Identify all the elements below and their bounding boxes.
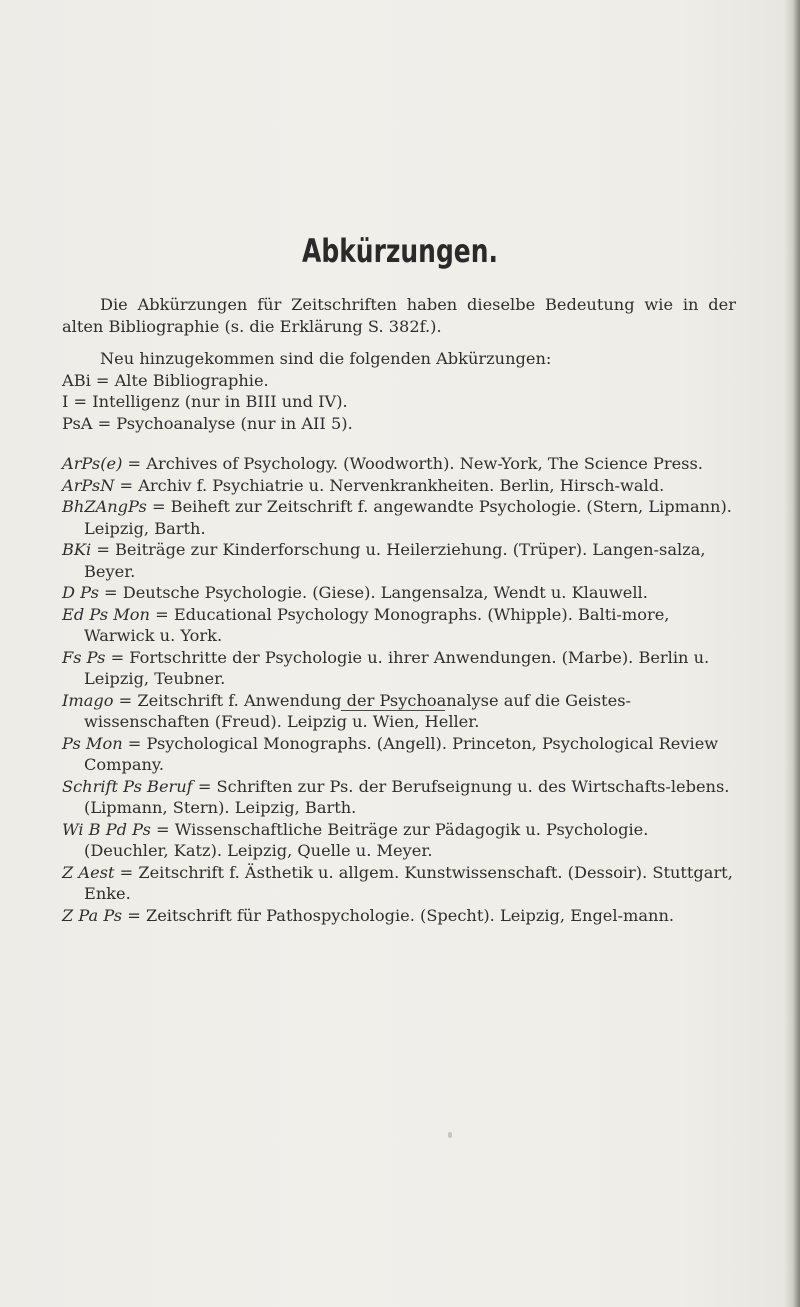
abbreviation: ArPsN bbox=[62, 475, 115, 495]
abbreviation: Wi B Pd Ps bbox=[62, 819, 151, 839]
list-item bbox=[62, 539, 736, 582]
abbreviation: Ps Mon bbox=[62, 733, 123, 753]
definition: = Zeitschrift f. Anwendung der Psychoanalyse auf die Geistes-wissenschaften (Freud). Leipzig u. Wien, Heller. bbox=[84, 690, 632, 731]
abbreviation: BKi bbox=[62, 540, 92, 559]
page-edge-shadow bbox=[784, 0, 800, 1307]
list-item bbox=[62, 905, 736, 927]
list-item bbox=[62, 862, 736, 905]
abbreviation: Z Pa Ps bbox=[62, 905, 123, 925]
list-item bbox=[62, 496, 736, 539]
abbreviation: BhZAngPs bbox=[62, 497, 147, 516]
paper-speck bbox=[448, 1132, 452, 1138]
definition: = Deutsche Psychologie. (Giese). Langensalza, Wendt u. Klauwell. bbox=[98, 583, 648, 602]
definition: = Wissenschaftliche Beiträge zur Pädagogik u. Psychologie. (Deuchler, Katz). Leipzig, Quelle u. Meyer. bbox=[84, 819, 649, 860]
abbreviation: Z Aest bbox=[62, 862, 115, 882]
intro-new-abbreviations: Neu hinzugekommen sind die folgenden Abkürzungen: bbox=[100, 349, 552, 368]
abbreviation: Imago bbox=[62, 690, 114, 710]
list-item bbox=[62, 604, 736, 647]
definition: = Zeitschrift f. Ästhetik u. allgem. Kunstwissenschaft. (Dessoir). Stuttgart, Enke. bbox=[84, 862, 733, 903]
definition: = Beiträge zur Kinderforschung u. Heilerziehung. (Trüper). Langen-salza, Beyer. bbox=[84, 540, 706, 581]
definition: = Archiv f. Psychiatrie u. Nervenkrankheiten. Berlin, Hirsch-wald. bbox=[114, 475, 665, 495]
list-item bbox=[62, 453, 736, 475]
page-title: Abkürzungen. bbox=[302, 232, 498, 270]
intro-paragraph: Die Abkürzungen für Zeitschriften haben dieselbe Bedeutung wie in der alten Bibliographie (s. die Erklärung S. 382f.). bbox=[62, 295, 736, 336]
abbreviations-text bbox=[62, 294, 736, 926]
definition: = Psychological Monographs. (Angell). Princeton, Psychological Review Company. bbox=[84, 733, 719, 774]
list-item bbox=[62, 647, 736, 690]
journal-abbreviation-list bbox=[62, 453, 736, 926]
definition: = Fortschritte der Psychologie u. ihrer Anwendungen. (Marbe). Berlin u. Leipzig, Teubner. bbox=[84, 647, 710, 688]
definition: = Schriften zur Ps. der Berufseignung u. des Wirtschafts-lebens. (Lipmann, Stern). Leipzig, Barth. bbox=[84, 776, 730, 817]
intro-line-intelligenz: I = Intelligenz (nur in BIII und IV). bbox=[62, 392, 348, 411]
abbreviation: Fs Ps bbox=[62, 647, 106, 667]
intro-line-psa: PsA = Psychoanalyse (nur in AII 5). bbox=[62, 413, 353, 433]
list-item bbox=[62, 475, 736, 497]
list-item bbox=[62, 733, 736, 776]
definition: = Beiheft zur Zeitschrift f. angewandte Psychologie. (Stern, Lipmann). Leipzig, Barth. bbox=[84, 497, 732, 538]
list-item bbox=[62, 690, 736, 733]
definition: = Zeitschrift für Pathospychologie. (Specht). Leipzig, Engel-mann. bbox=[122, 905, 675, 925]
abbreviation: Ed Ps Mon bbox=[62, 604, 150, 624]
abbreviation: Schrift Ps Beruf bbox=[62, 776, 193, 796]
list-item bbox=[62, 582, 736, 604]
abbreviation: ArPs(e) bbox=[62, 454, 123, 473]
intro-line-abi: ABi = Alte Bibliographie. bbox=[62, 370, 269, 390]
list-item bbox=[62, 819, 736, 862]
closing-rule bbox=[341, 710, 445, 711]
definition: = Archives of Psychology. (Woodworth). New-York, The Science Press. bbox=[122, 454, 703, 473]
definition: = Educational Psychology Monographs. (Whipple). Balti-more, Warwick u. York. bbox=[84, 604, 670, 645]
abbreviation: D Ps bbox=[62, 583, 99, 602]
list-item bbox=[62, 776, 736, 819]
